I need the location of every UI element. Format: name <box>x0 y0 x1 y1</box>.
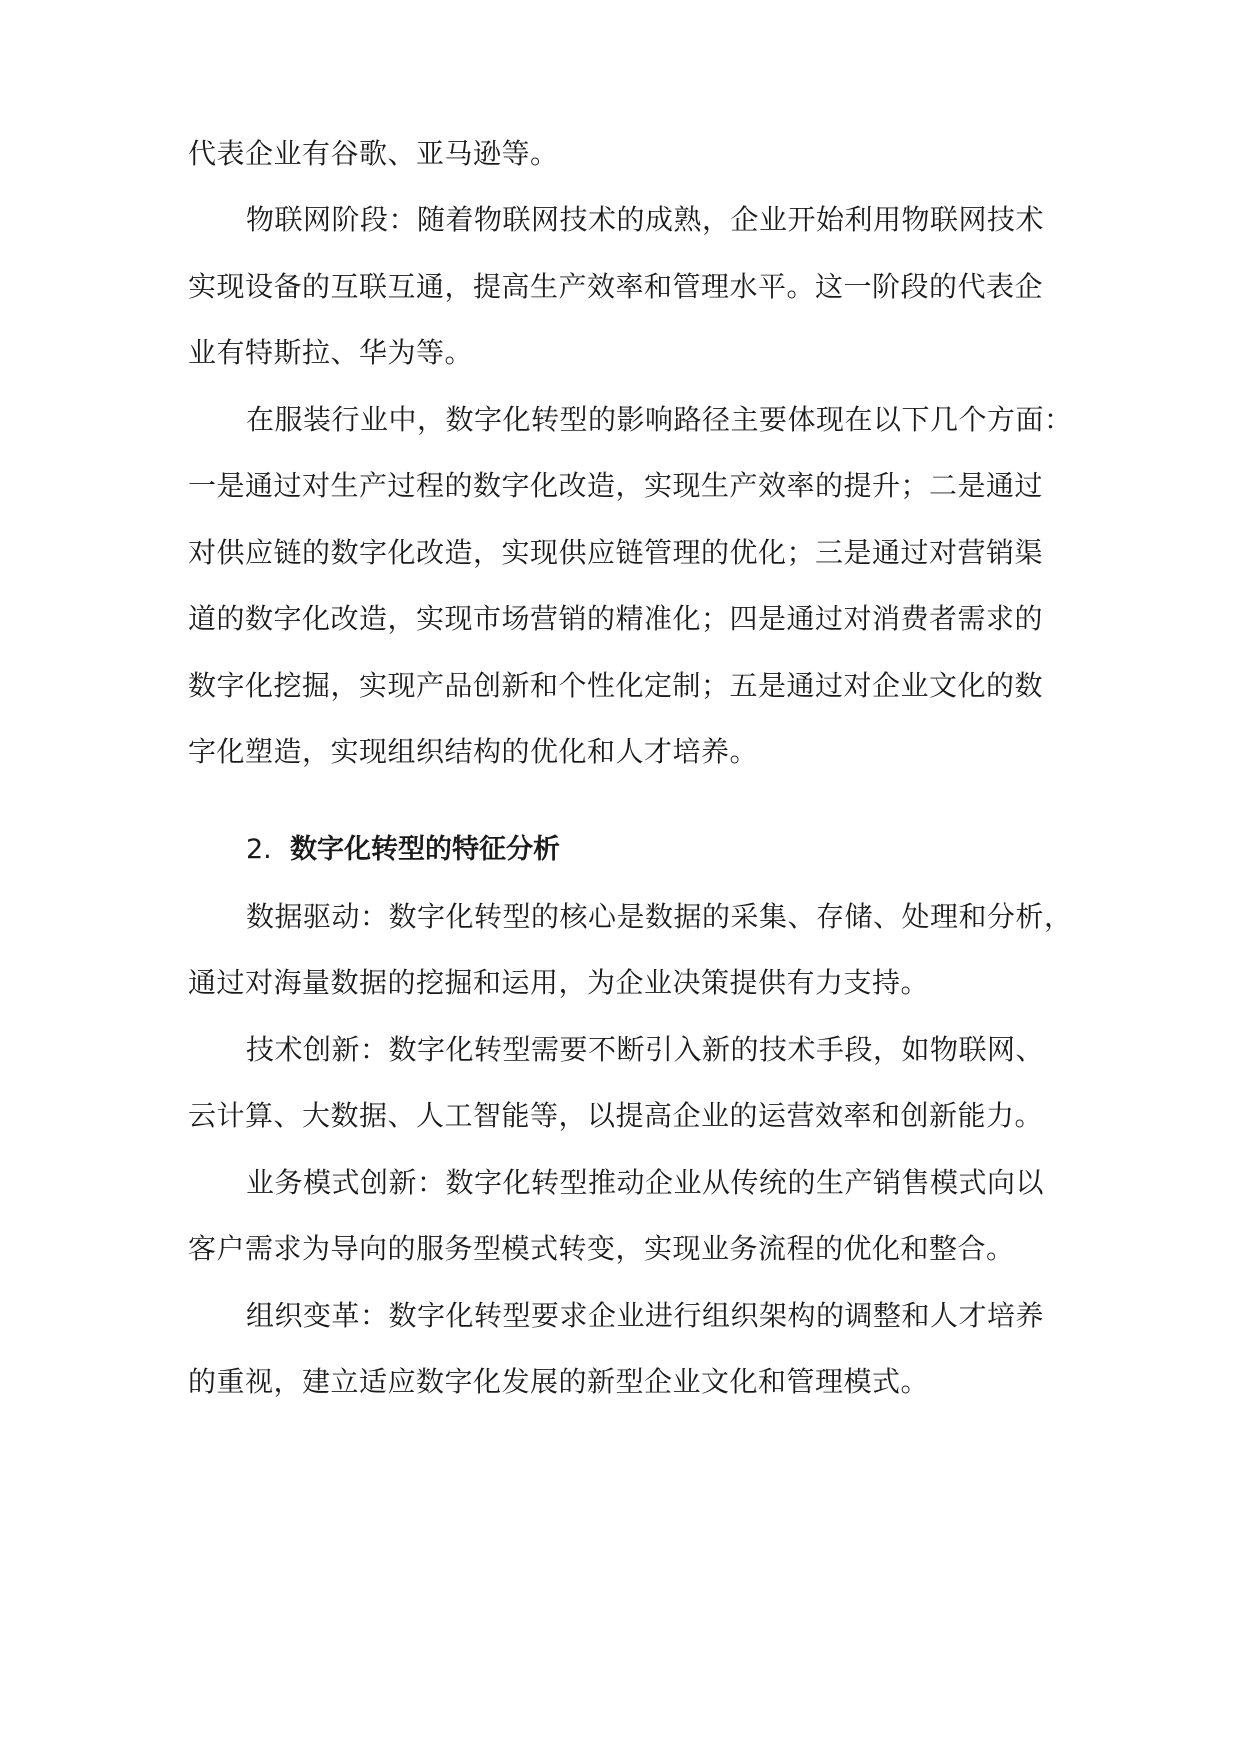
paragraph-line: 客户需求为导向的服务型模式转变，实现业务流程的优化和整合。 <box>188 1232 1015 1265</box>
paragraph-line: 在服装行业中，数字化转型的影响路径主要体现在以下几个方面： <box>246 403 1073 436</box>
section-title: 数字化转型的特征分析 <box>290 834 560 865</box>
paragraph-line: 云计算、大数据、人工智能等，以提高企业的运营效率和创新能力。 <box>188 1099 1044 1132</box>
paragraph-line: 字化塑造，实现组织结构的优化和人才培养。 <box>188 735 759 768</box>
paragraph-line: 业有特斯拉、华为等。 <box>188 336 474 369</box>
paragraph-line: 实现设备的互联互通，提高生产效率和管理水平。这一阶段的代表企 <box>188 270 1044 303</box>
paragraph-line: 对供应链的数字化改造，实现供应链管理的优化；三是通过对营销渠 <box>188 536 1044 569</box>
paragraph-line: 道的数字化改造，实现市场营销的精准化；四是通过对消费者需求的 <box>188 602 1044 635</box>
section-number: 2. <box>246 834 272 865</box>
paragraph-line: 数据驱动：数字化转型的核心是数据的采集、存储、处理和分析， <box>246 900 1073 933</box>
paragraph-line: 的重视，建立适应数字化发展的新型企业文化和管理模式。 <box>188 1365 930 1398</box>
paragraph-line: 物联网阶段：随着物联网技术的成熟，企业开始利用物联网技术 <box>246 203 1045 236</box>
paragraph-line: 数字化挖掘，实现产品创新和个性化定制；五是通过对企业文化的数 <box>188 669 1044 702</box>
section-heading <box>246 830 560 870</box>
paragraph-line: 组织变革：数字化转型要求企业进行组织架构的调整和人才培养 <box>246 1299 1045 1332</box>
paragraph-line: 技术创新：数字化转型需要不断引入新的技术手段，如物联网、 <box>246 1033 1045 1066</box>
paragraph-line: 一是通过对生产过程的数字化改造，实现生产效率的提升；二是通过 <box>188 469 1044 502</box>
paragraph-line: 业务模式创新：数字化转型推动企业从传统的生产销售模式向以 <box>246 1166 1045 1199</box>
paragraph-line: 代表企业有谷歌、亚马逊等。 <box>188 137 559 170</box>
paragraph-line: 通过对海量数据的挖掘和运用，为企业决策提供有力支持。 <box>188 966 930 999</box>
